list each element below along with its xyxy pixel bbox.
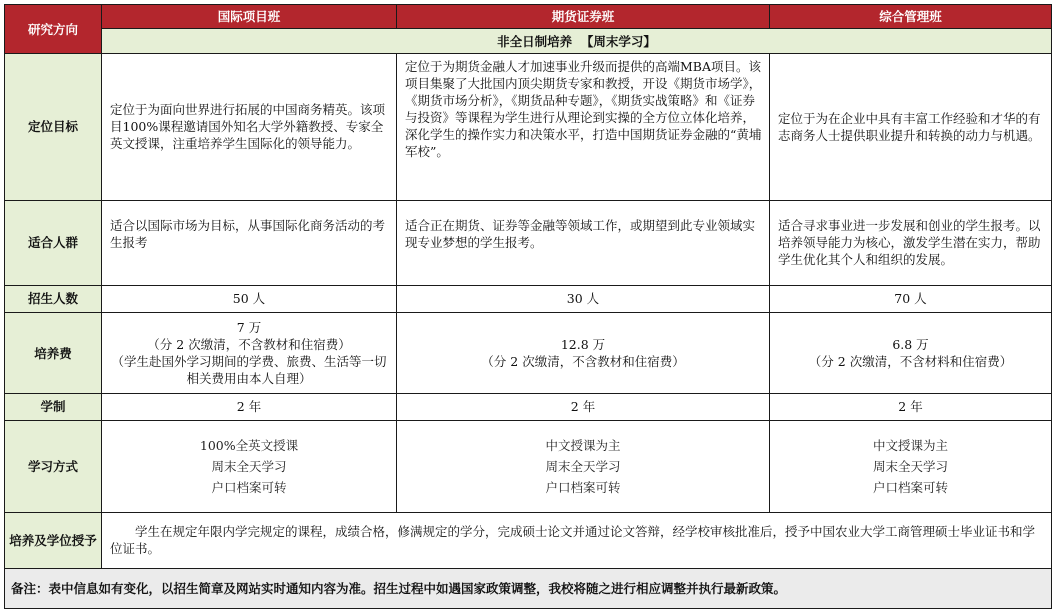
audience-international: 适合以国际市场为目标，从事国际化商务活动的考生报考 — [102, 200, 397, 285]
study-mode-line: 周末全天学习 — [545, 458, 621, 474]
study-mode-line: 周末全天学习 — [872, 458, 948, 474]
study-mode-line: 中文授课为主 — [545, 437, 621, 453]
study-mode-management — [770, 420, 1052, 512]
positioning-management: 定位于为在企业中具有丰富工作经验和才华的有志商务人士提供职业提升和转换的动力与机遇。 — [770, 54, 1052, 201]
row-label-enrollment: 招生人数 — [5, 285, 102, 312]
row-label-positioning: 定位目标 — [5, 54, 102, 201]
study-mode-international — [102, 420, 397, 512]
subheader-part-time: 非全日制培养 【周末学习】 — [102, 29, 1052, 54]
study-mode-line: 户口档案可转 — [211, 479, 287, 495]
degree-text: 学生在规定年限内学完规定的课程，成绩合格，修满规定的学分，完成硕士论文并通过论文答辩，经学校审核批准后，授予中国农业大学工商管理硕士毕业证书和学位证书。 — [102, 512, 1052, 569]
positioning-futures: 定位于为期货金融人才加速事业升级而提供的高端MBA项目。该项目集聚了大批国内顶尖期货专家和教授，开设《期货市场学》，《期货市场分析》，《期货品种专题》，《期货实战策略》和《证券与投资》等课程为学生进行从理论到实操的全方位立体化培养，深化学生的操作实力和决策水平，打造中国期货证券金融的“黄埔军校”。 — [397, 54, 770, 201]
enrollment-international: 50 人 — [102, 285, 397, 312]
fee-amount: 12.8 万 — [560, 337, 606, 353]
fee-note: （分 2 次缴清，不含教材和住宿费） — [147, 337, 351, 353]
row-label-duration: 学制 — [5, 394, 102, 420]
program-table — [4, 4, 1052, 609]
fee-management — [770, 312, 1052, 394]
fee-note: （分 2 次缴清，不含教材和住宿费） — [481, 354, 685, 370]
enrollment-futures: 30 人 — [397, 285, 770, 312]
study-mode-line: 中文授课为主 — [872, 437, 948, 453]
study-mode-line: 100%全英文授课 — [199, 437, 299, 453]
header-futures-class: 期货证券班 — [397, 5, 770, 29]
study-mode-line: 周末全天学习 — [211, 458, 287, 474]
header-research-direction: 研究方向 — [5, 5, 102, 54]
fee-amount: 7 万 — [236, 320, 262, 336]
row-label-fee: 培养费 — [5, 312, 102, 394]
positioning-international: 定位于为面向世界进行拓展的中国商务精英。该项目100%课程邀请国外知名大学外籍教授、专家全英文授课，注重培养学生国际化的领导能力。 — [102, 54, 397, 201]
row-label-audience: 适合人群 — [5, 200, 102, 285]
audience-management: 适合寻求事业进一步发展和创业的学生报考。以培养领导能力为核心，激发学生潜在实力，帮助学生优化其个人和组织的发展。 — [770, 200, 1052, 285]
duration-international: 2 年 — [102, 394, 397, 420]
study-mode-futures — [397, 420, 770, 512]
row-label-study-mode: 学习方式 — [5, 420, 102, 512]
fee-extra-note: （学生赴国外学习期间的学费、旅费、生活等一切相关费用由本人自理） — [111, 354, 387, 387]
fee-international — [102, 312, 397, 394]
fee-futures — [397, 312, 770, 394]
fee-note: （分 2 次缴清，不含材料和住宿费） — [808, 354, 1013, 370]
header-international-class: 国际项目班 — [102, 5, 397, 29]
footnote: 备注：表中信息如有变化，以招生简章及网站实时通知内容为准。招生过程中如遇国家政策调整，我校将随之进行相应调整并执行最新政策。 — [5, 569, 1052, 609]
study-mode-line: 户口档案可转 — [545, 479, 621, 495]
duration-management: 2 年 — [770, 394, 1052, 420]
duration-futures: 2 年 — [397, 394, 770, 420]
enrollment-management: 70 人 — [770, 285, 1052, 312]
fee-amount: 6.8 万 — [892, 337, 929, 353]
header-management-class: 综合管理班 — [770, 5, 1052, 29]
row-label-degree: 培养及学位授予 — [5, 512, 102, 569]
audience-futures: 适合正在期货、证券等金融等领域工作，或期望到此专业领域实现专业梦想的学生报考。 — [397, 200, 770, 285]
study-mode-line: 户口档案可转 — [872, 479, 948, 495]
